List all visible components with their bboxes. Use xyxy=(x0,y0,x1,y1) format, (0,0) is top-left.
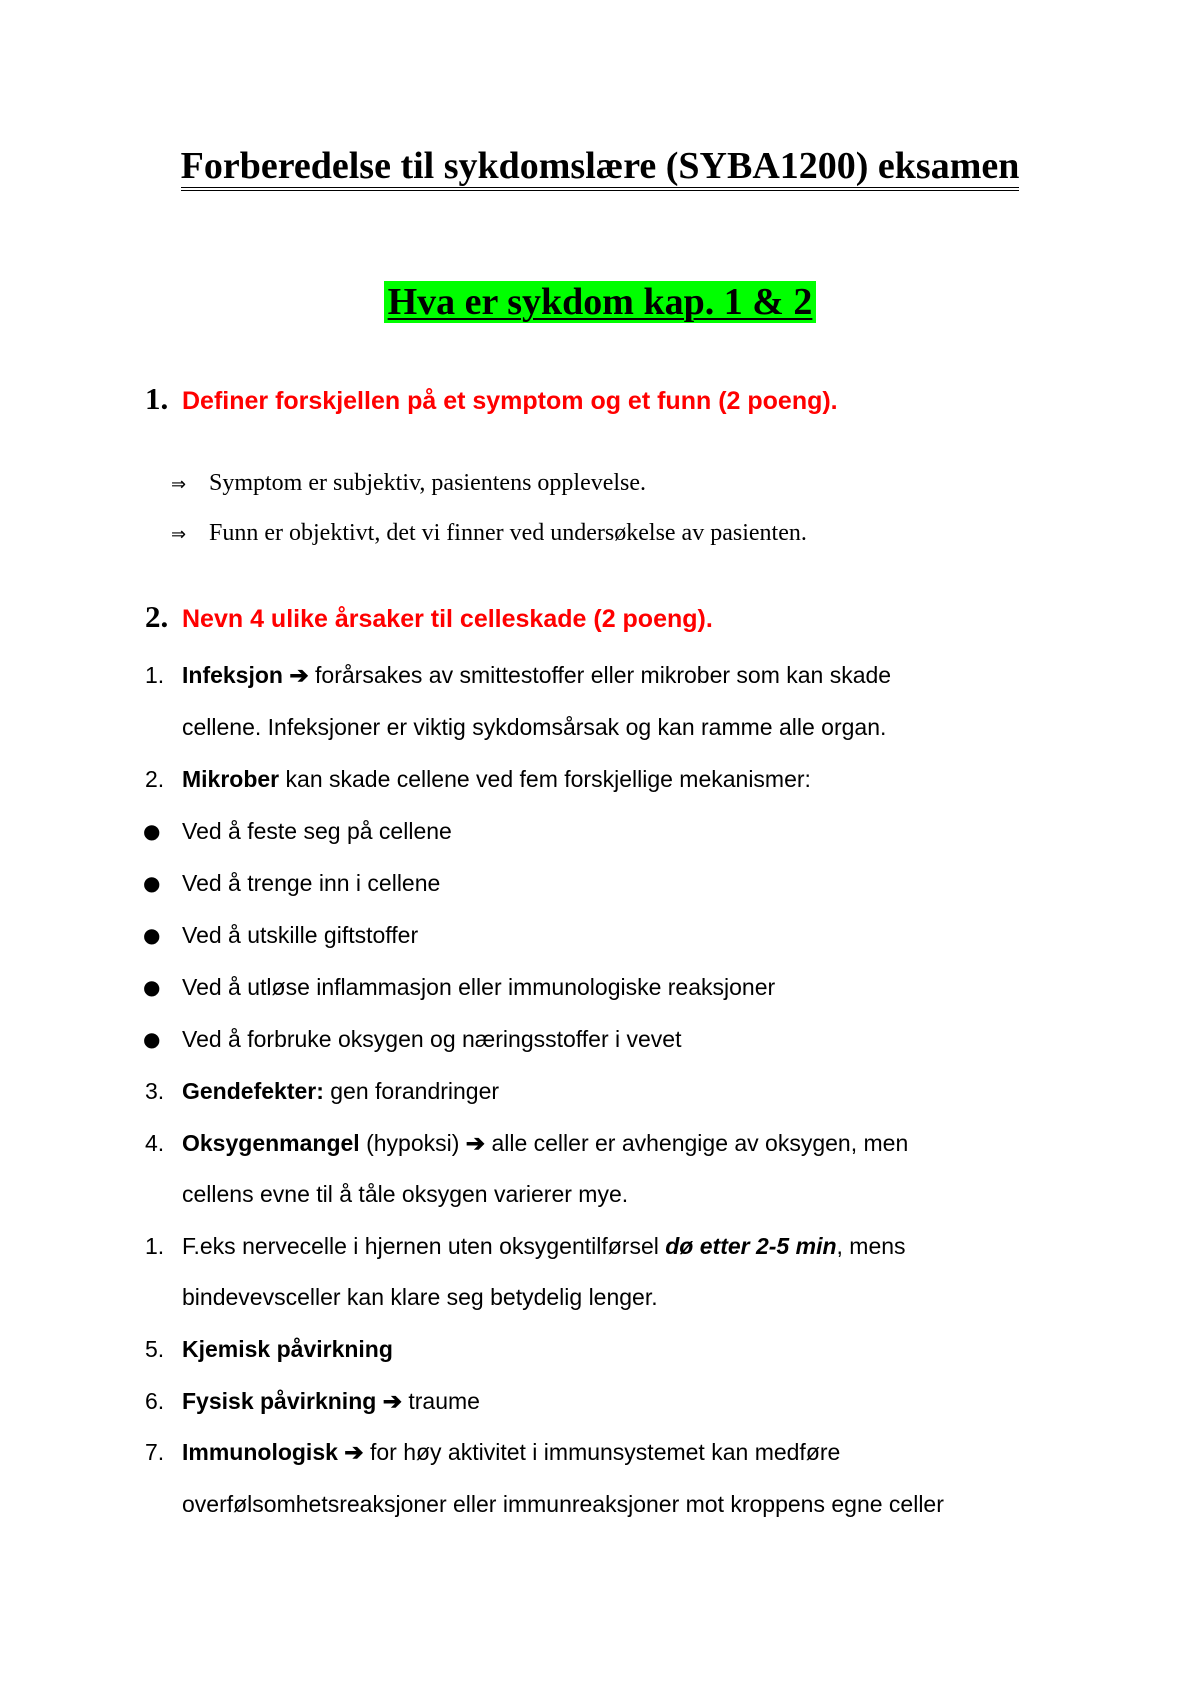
list-item: Ved å forbruke oksygen og næringsstoffer i vevet xyxy=(182,1026,682,1052)
bullet-icon: ● xyxy=(143,871,161,895)
list-item: Ved å trenge inn i cellene xyxy=(182,870,441,896)
list-item-oksygenmangel: Oksygenmangel (hypoksi) ➔ alle celler er avhengige av oksygen, men xyxy=(182,1130,909,1156)
implies-arrow-icon: ⇒ xyxy=(171,524,187,544)
list-marker: 7. xyxy=(145,1439,165,1465)
question-2: 2. Nevn 4 ulike årsaker til celleskade (2 poeng). xyxy=(145,599,713,634)
chapter-heading: Hva er sykdom kap. 1 & 2 xyxy=(0,277,1200,327)
list-item-immunologisk-cont: overfølsomhetsreaksjoner eller immunreaksjoner mot kroppens egne celler xyxy=(182,1491,944,1517)
list-item-gendefekter: Gendefekter: gen forandringer xyxy=(182,1078,500,1104)
answer-1-line: ⇒ Symptom er subjektiv, pasientens opplevelse. xyxy=(171,466,646,501)
question-1: 1. Definer forskjellen på et symptom og et funn (2 poeng). xyxy=(145,381,838,416)
list-item-immunologisk: Immunologisk ➔ for høy aktivitet i immunsystemet kan medføre xyxy=(182,1439,841,1465)
list-marker: 5. xyxy=(145,1336,165,1362)
bullet-icon: ● xyxy=(143,923,161,947)
list-item-mikrober: Mikrober kan skade cellene ved fem forskjellige mekanismer: xyxy=(182,766,811,792)
list-item-example-cont: bindevevsceller kan klare seg betydelig lenger. xyxy=(182,1284,658,1310)
list-item-infeksjon-cont: cellene. Infeksjoner er viktig sykdomsårsak og kan ramme alle organ. xyxy=(182,714,887,740)
list-item-infeksjon: Infeksjon ➔ forårsakes av smittestoffer eller mikrober som kan skade xyxy=(182,662,892,688)
right-arrow-icon: ➔ xyxy=(382,1388,402,1414)
bullet-icon: ● xyxy=(143,819,161,843)
bullet-icon: ● xyxy=(143,975,161,999)
list-item: Ved å utskille giftstoffer xyxy=(182,922,419,948)
bullet-icon: ● xyxy=(143,1027,161,1051)
list-marker: 2. xyxy=(145,766,165,792)
right-arrow-icon: ➔ xyxy=(344,1439,364,1465)
list-item-oksygenmangel-cont: cellens evne til å tåle oksygen varierer mye. xyxy=(182,1181,629,1207)
list-marker: 6. xyxy=(145,1388,165,1414)
implies-arrow-icon: ⇒ xyxy=(171,474,187,494)
list-marker: 3. xyxy=(145,1078,165,1104)
list-item-kjemisk: Kjemisk påvirkning xyxy=(182,1336,393,1362)
right-arrow-icon: ➔ xyxy=(289,662,309,688)
list-item: Ved å feste seg på cellene xyxy=(182,818,452,844)
list-marker: 4. xyxy=(145,1130,165,1156)
list-item-fysisk: Fysisk påvirkning ➔ traume xyxy=(182,1388,480,1414)
list-marker: 1. xyxy=(145,662,165,688)
list-marker: 1. xyxy=(145,1233,165,1259)
list-item: Ved å utløse inflammasjon eller immunologiske reaksjoner xyxy=(182,974,776,1000)
document-title: Forberedelse til sykdomslære (SYBA1200) eksamen xyxy=(0,140,1200,192)
list-item-example: F.eks nervecelle i hjernen uten oksygentilførsel dø etter 2-5 min, mens xyxy=(182,1233,906,1259)
right-arrow-icon: ➔ xyxy=(465,1130,486,1156)
answer-2-line: ⇒ Funn er objektivt, det vi finner ved undersøkelse av pasienten. xyxy=(171,516,807,551)
